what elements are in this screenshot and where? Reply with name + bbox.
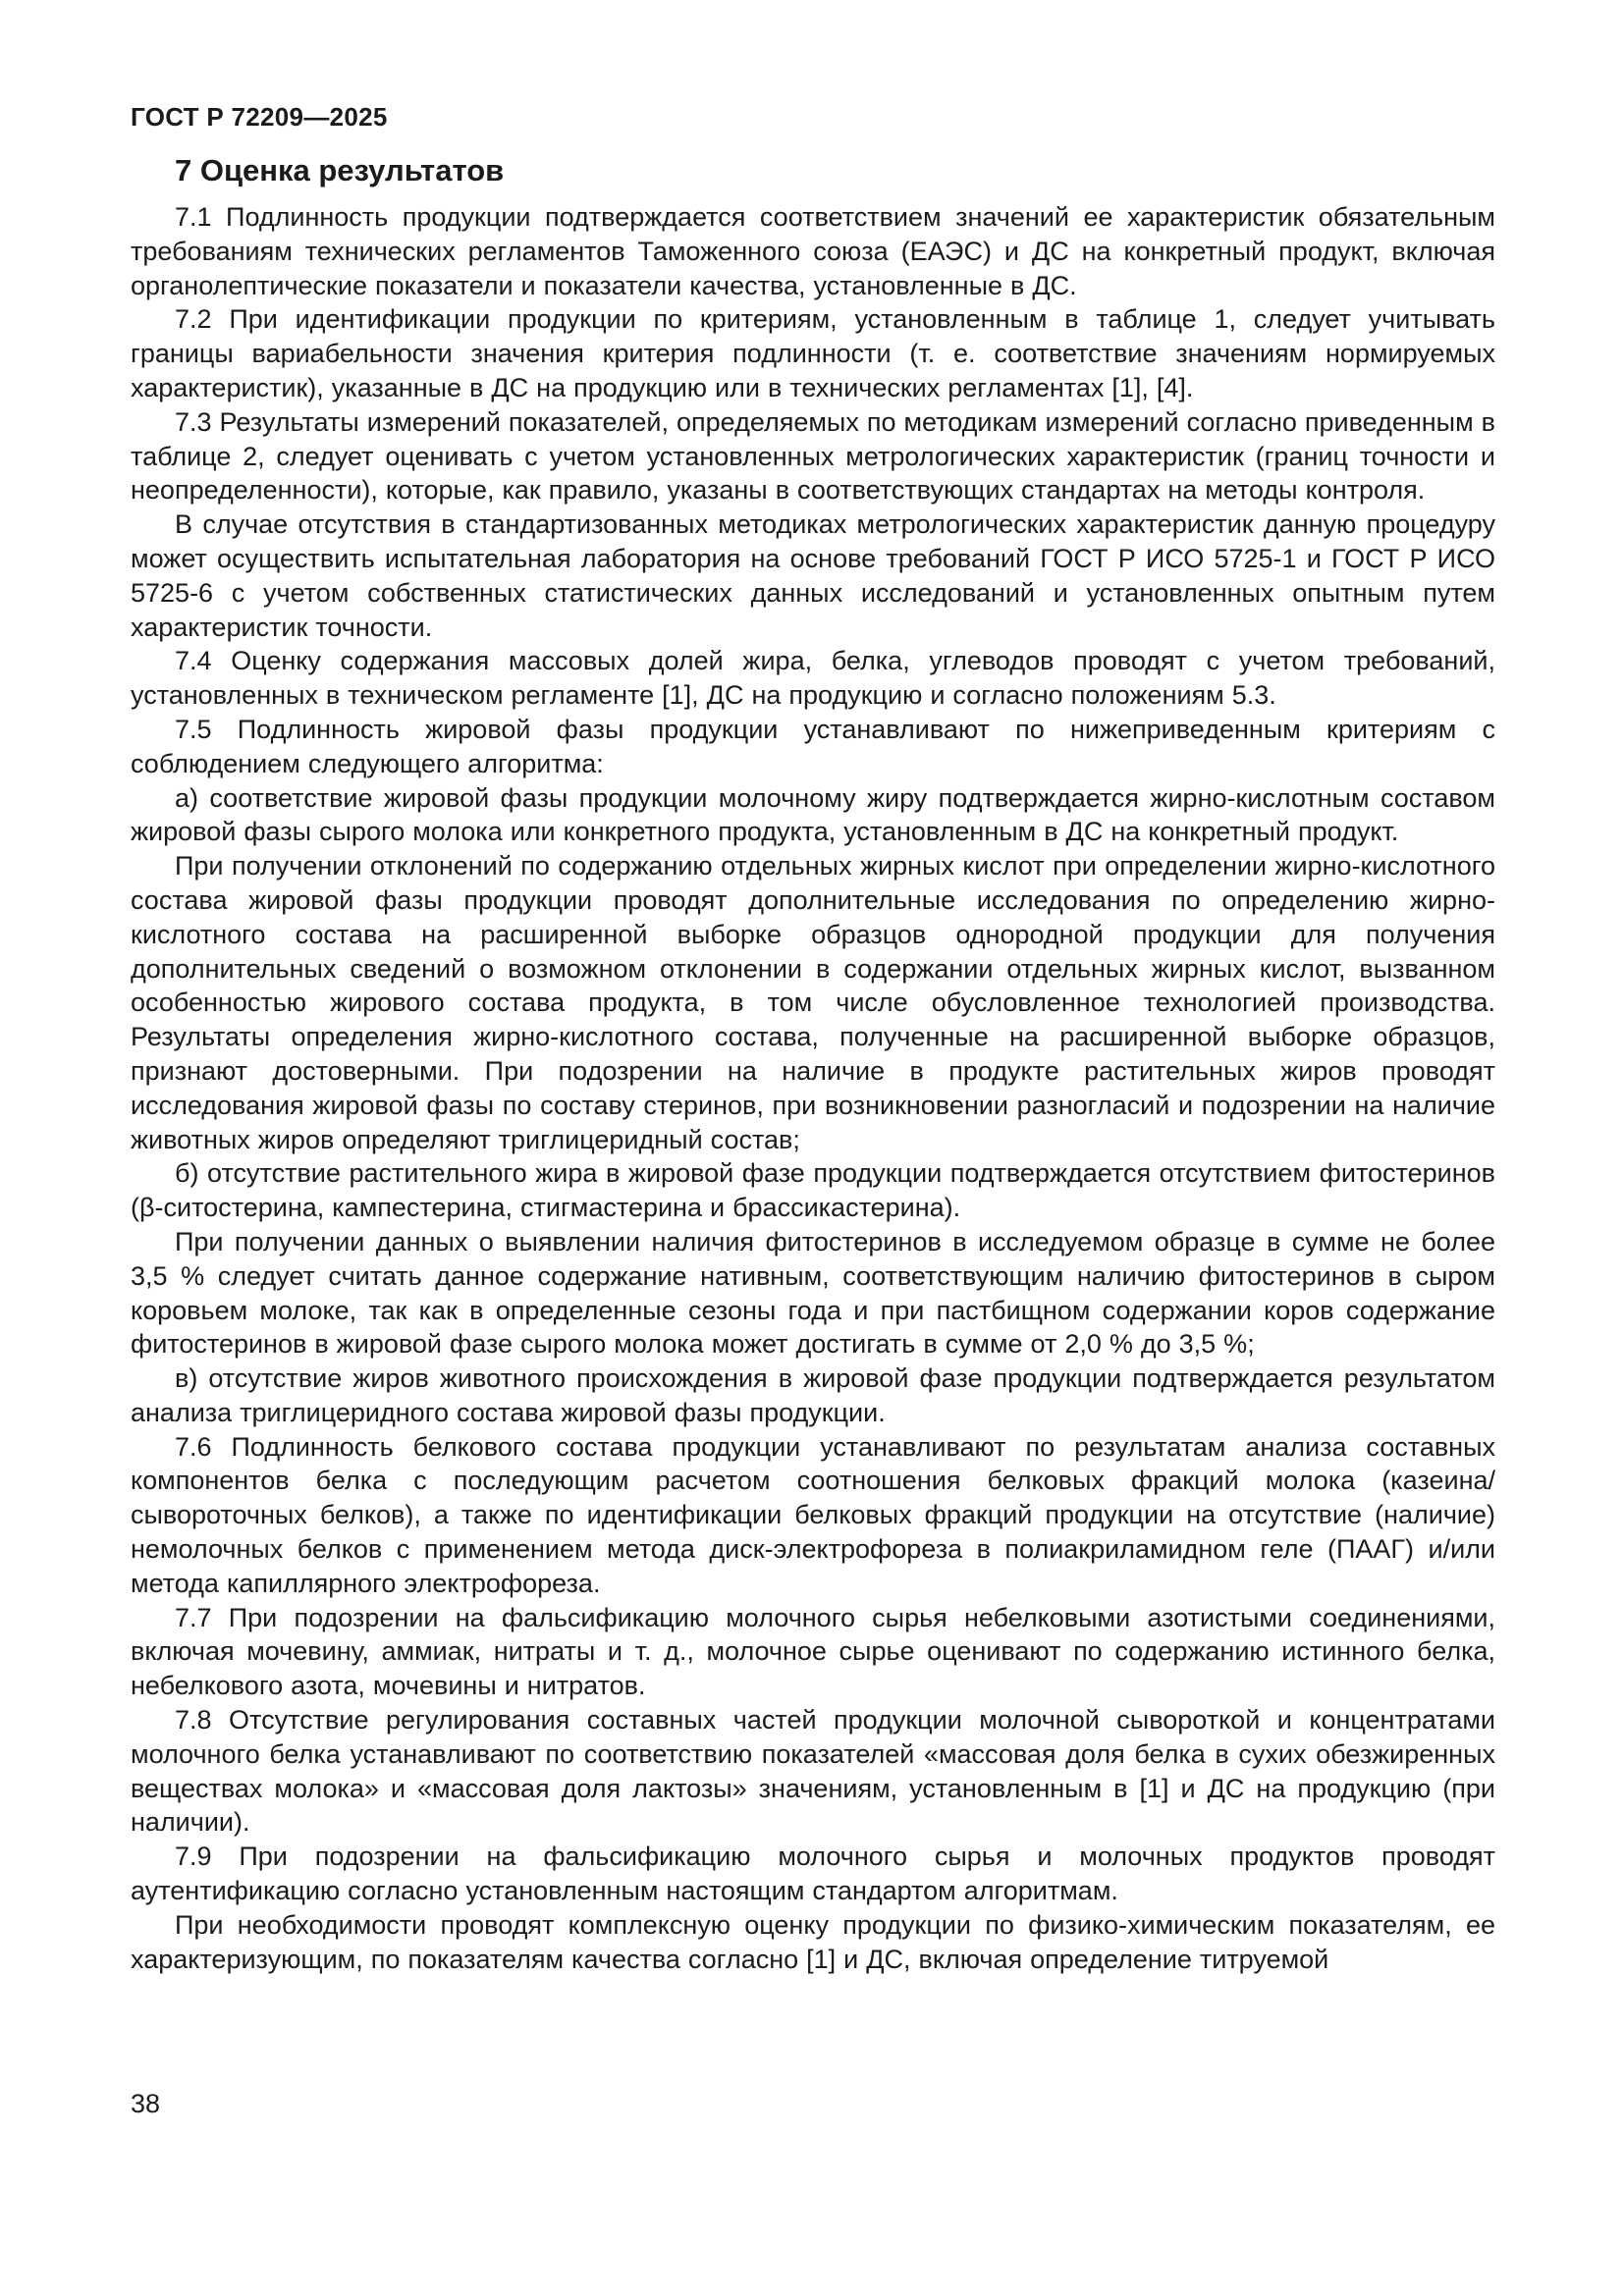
paragraph: 7.8 Отсутствие регулирования составных частей продукции молочной сывороткой и концентратами молочного белка устанавливают по соответствию показателей «массовая доля белка в сухих обезжиренных веществах молока» и «массовая доля лактозы» значениям, установленным в [1] и ДС на продукцию (при наличии). <box>131 1705 1495 1838</box>
paragraph: При получении отклонений по содержанию отдельных жирных кислот при определении жирно-кислотного состава жировой фазы продукции проводят дополнительные исследования по определению жирно-кислотного состава на расширенной выборке образцов однородной продукции для получения дополнительных сведений о возможном отклонении в содержании отдельных жирных кислот, вызванном особенностью жирового состава продукта, в том числе обусловленное технологией производства. Результаты определения жирно-кислотного состава, полученные на расширенной выборке образцов, признают достоверными. При подозрении на наличие в продукте растительных жиров проводят исследования жировой фазы по составу стеринов, при возникновении разногласий и подозрении на наличие животных жиров определяют триглицеридный состав; <box>131 851 1495 1154</box>
paragraph: 7.2 При идентификации продукции по критериям, установленным в таблице 1, следует учитывать границы вариабельности значения критерия подлинности (т. е. соответствие значениям нормируемых характеристик), указанные в ДС на продукцию или в технических регламентах [1], [4]. <box>131 304 1495 402</box>
paragraph: 7.1 Подлинность продукции подтверждается соответствием значений ее характеристик обязательным требованиям технических регламентов Таможенного союза (ЕАЭС) и ДС на конкретный продукт, включая органолептические показатели и показатели качества, установленные в ДС. <box>131 202 1495 300</box>
paragraph: а) соответствие жировой фазы продукции молочному жиру подтверждается жирно-кислотным составом жировой фазы сырого молока или конкретного продукта, установленным в ДС на конкретный продукт. <box>131 782 1495 847</box>
paragraph: При получении данных о выявлении наличия фитостеринов в исследуемом образце в сумме не более 3,5 % следует считать данное содержание нативным, соответствующим наличию фитостеринов в сыром коровьем молоке, так как в определенные сезоны года и при пастбищном содержании коров содержание фитостеринов в жировой фазе сырого молока может достигать в сумме от 2,0 % до 3,5 %; <box>131 1226 1495 1360</box>
paragraph: 7.3 Результаты измерений показателей, определяемых по методикам измерений согласно приведенным в таблице 2, следует оценивать с учетом установленных метрологических характеристик (границ точности и неопределенности), которые, как правило, указаны в соответствующих стандартах на методы контроля. <box>131 406 1495 506</box>
paragraph: в) отсутствие жиров животного происхождения в жировой фазе продукции подтверждается результатом анализа триглицеридного состава жировой фазы продукции. <box>131 1363 1495 1427</box>
paragraph: 7.7 При подозрении на фальсификацию молочного сырья небелковыми азотистыми соединениями, включая мочевину, аммиак, нитраты и т. д., молочное сырье оценивают по содержанию истинного белка, небелкового азота, мочевины и нитратов. <box>131 1602 1495 1701</box>
document-body <box>131 200 1495 1976</box>
section-heading: 7 Оценка результатов <box>175 153 505 187</box>
paragraph: б) отсутствие растительного жира в жировой фазе продукции подтверждается отсутствием фитостеринов (β-ситостерина, кампестерина, стигмастерина и брассикастерина). <box>131 1158 1495 1223</box>
paragraph: 7.9 При подозрении на фальсификацию молочного сырья и молочных продуктов проводят аутентификацию согласно установленным настоящим стандартом алгоритмам. <box>131 1842 1495 1906</box>
paragraph: В случае отсутствия в стандартизованных методиках метрологических характеристик данную процедуру может осуществить испытательная лаборатория на основе требований ГОСТ Р ИСО 5725-1 и ГОСТ Р ИСО 5725-6 с учетом собственных статистических данных исследований и установленных опытным путем характеристик точности. <box>131 509 1495 642</box>
page-number: 38 <box>131 2089 161 2118</box>
paragraph: 7.6 Подлинность белкового состава продукции устанавливают по результатам анализа составных компонентов белка с последующим расчетом соотношения белковых фракций молока (казеина/сывороточных белков), а также по идентификации белковых фракций продукции на отсутствие (наличие) немолочных белков с применением метода диск-электрофореза в полиакриламидном геле (ПААГ) и/или метода капиллярного электрофореза. <box>131 1431 1495 1598</box>
paragraph: 7.5 Подлинность жировой фазы продукции устанавливают по нижеприведенным критериям с соблюдением следующего алгоритма: <box>131 714 1495 778</box>
paragraph: При необходимости проводят комплексную оценку продукции по физико-химическим показателям, ее характеризующим, по показателям качества согласно [1] и ДС, включая определение титруемой <box>131 1909 1495 1974</box>
document-header: ГОСТ Р 72209—2025 <box>131 102 388 132</box>
document-page <box>131 0 1495 2296</box>
paragraph: 7.4 Оценку содержания массовых долей жира, белка, углеводов проводят с учетом требований, установленных в техническом регламенте [1], ДС на продукцию и согласно положениям 5.3. <box>131 646 1495 711</box>
